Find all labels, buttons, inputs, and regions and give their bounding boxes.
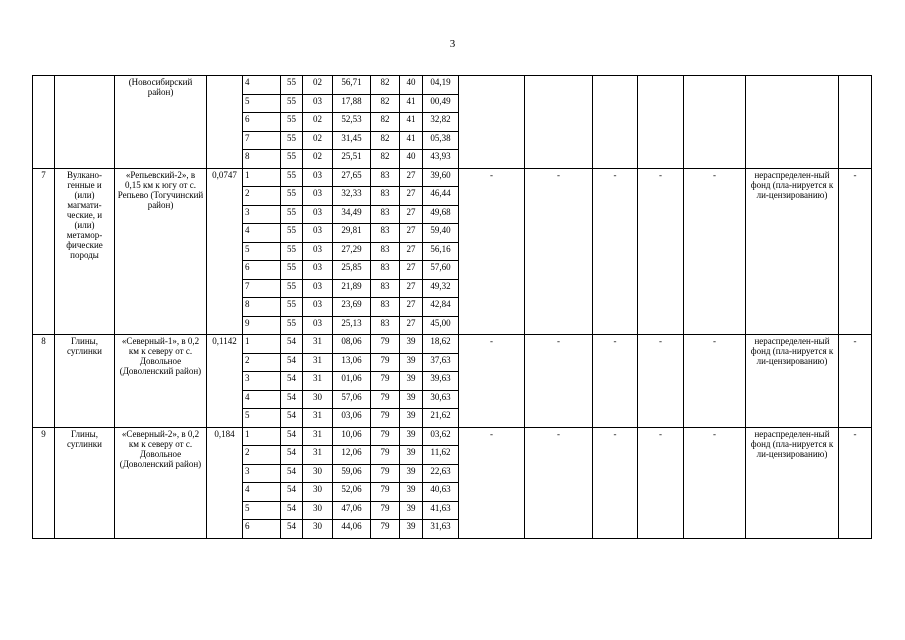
lon-seconds: 59,40 — [423, 224, 459, 243]
row-index: 8 — [33, 335, 55, 428]
area-value: 0,0747 — [207, 168, 243, 335]
lon-seconds: 39,60 — [423, 168, 459, 187]
point-number: 6 — [243, 520, 281, 539]
lat-minutes: 03 — [303, 298, 333, 317]
lon-degrees: 82 — [371, 150, 400, 169]
lat-degrees: 54 — [281, 501, 303, 520]
lat-seconds: 25,85 — [333, 261, 371, 280]
lat-seconds: 01,06 — [333, 372, 371, 391]
lat-seconds: 17,88 — [333, 94, 371, 113]
point-number: 7 — [243, 279, 281, 298]
lat-seconds: 08,06 — [333, 335, 371, 354]
lon-seconds: 49,32 — [423, 279, 459, 298]
status-text: нераспределен-ный фонд (пла-нируется к ли-цензированию) — [746, 168, 839, 335]
lon-seconds: 40,63 — [423, 483, 459, 502]
lon-degrees: 79 — [371, 446, 400, 465]
lon-degrees: 82 — [371, 94, 400, 113]
lat-minutes: 03 — [303, 316, 333, 335]
point-number: 8 — [243, 298, 281, 317]
point-number: 5 — [243, 94, 281, 113]
empty-column-value: - — [593, 427, 638, 538]
empty-column-value: - — [684, 335, 746, 428]
lat-minutes: 30 — [303, 464, 333, 483]
lat-degrees: 55 — [281, 205, 303, 224]
status-text: нераспределен-ный фонд (пла-нируется к ли-цензированию) — [746, 427, 839, 538]
lon-minutes: 39 — [400, 409, 423, 428]
lat-seconds: 31,45 — [333, 131, 371, 150]
area-value — [207, 76, 243, 169]
deposit-name: «Северный-2», в 0,2 км к северу от с. Довольное (Доволенский район) — [115, 427, 207, 538]
empty-column-value: - — [638, 335, 684, 428]
empty-column-value: - — [684, 168, 746, 335]
extra-value: - — [839, 427, 872, 538]
lat-degrees: 54 — [281, 353, 303, 372]
lon-degrees: 79 — [371, 390, 400, 409]
deposit-name: (Новосибирский район) — [115, 76, 207, 169]
lon-minutes: 27 — [400, 261, 423, 280]
empty-column-value: - — [525, 427, 593, 538]
point-number: 5 — [243, 242, 281, 261]
lat-degrees: 55 — [281, 279, 303, 298]
empty-column-value: - — [459, 168, 525, 335]
lon-degrees: 83 — [371, 205, 400, 224]
point-number: 5 — [243, 501, 281, 520]
lon-seconds: 05,38 — [423, 131, 459, 150]
lat-seconds: 25,13 — [333, 316, 371, 335]
point-number: 5 — [243, 409, 281, 428]
empty-column-value: - — [525, 168, 593, 335]
lat-seconds: 44,06 — [333, 520, 371, 539]
point-number: 4 — [243, 224, 281, 243]
table-row — [33, 335, 872, 354]
lon-seconds: 21,62 — [423, 409, 459, 428]
lat-minutes: 03 — [303, 205, 333, 224]
lat-degrees: 55 — [281, 187, 303, 206]
lat-minutes: 30 — [303, 501, 333, 520]
lat-seconds: 12,06 — [333, 446, 371, 465]
table-row — [33, 427, 872, 446]
lat-minutes: 03 — [303, 187, 333, 206]
lon-seconds: 43,93 — [423, 150, 459, 169]
lat-degrees: 55 — [281, 224, 303, 243]
point-number: 8 — [243, 150, 281, 169]
lat-minutes: 03 — [303, 224, 333, 243]
point-number: 9 — [243, 316, 281, 335]
lat-degrees: 54 — [281, 446, 303, 465]
empty-column-value — [459, 76, 525, 169]
lat-minutes: 03 — [303, 94, 333, 113]
lat-seconds: 52,53 — [333, 113, 371, 132]
empty-column-value: - — [459, 427, 525, 538]
empty-column-value — [593, 76, 638, 169]
lat-degrees: 54 — [281, 335, 303, 354]
lon-seconds: 04,19 — [423, 76, 459, 95]
lon-seconds: 57,60 — [423, 261, 459, 280]
point-number: 6 — [243, 261, 281, 280]
lat-degrees: 55 — [281, 298, 303, 317]
lon-degrees: 79 — [371, 501, 400, 520]
empty-column-value — [684, 76, 746, 169]
lon-degrees: 83 — [371, 187, 400, 206]
lon-degrees: 79 — [371, 372, 400, 391]
point-number: 1 — [243, 427, 281, 446]
lon-seconds: 32,82 — [423, 113, 459, 132]
lat-seconds: 25,51 — [333, 150, 371, 169]
lat-seconds: 23,69 — [333, 298, 371, 317]
lon-degrees: 79 — [371, 353, 400, 372]
empty-column-value — [525, 76, 593, 169]
lat-minutes: 31 — [303, 427, 333, 446]
rock-type: Глины, суглинки — [55, 335, 115, 428]
lat-seconds: 57,06 — [333, 390, 371, 409]
lat-minutes: 02 — [303, 76, 333, 95]
point-number: 4 — [243, 390, 281, 409]
extra-value: - — [839, 335, 872, 428]
lat-degrees: 55 — [281, 76, 303, 95]
lat-degrees: 54 — [281, 409, 303, 428]
empty-column-value: - — [684, 427, 746, 538]
lat-degrees: 54 — [281, 520, 303, 539]
lon-minutes: 39 — [400, 372, 423, 391]
lat-degrees: 54 — [281, 464, 303, 483]
lat-degrees: 55 — [281, 242, 303, 261]
point-number: 3 — [243, 372, 281, 391]
lon-seconds: 45,00 — [423, 316, 459, 335]
lon-minutes: 39 — [400, 501, 423, 520]
lon-seconds: 00,49 — [423, 94, 459, 113]
lon-seconds: 42,84 — [423, 298, 459, 317]
lat-degrees: 55 — [281, 94, 303, 113]
lon-minutes: 27 — [400, 316, 423, 335]
lat-minutes: 02 — [303, 150, 333, 169]
lat-minutes: 31 — [303, 446, 333, 465]
lon-seconds: 11,62 — [423, 446, 459, 465]
lon-seconds: 37,63 — [423, 353, 459, 372]
deposit-name: «Репьевский-2», в 0,15 км к югу от с. Репьево (Тогучинский район) — [115, 168, 207, 335]
row-index: 7 — [33, 168, 55, 335]
lon-minutes: 39 — [400, 427, 423, 446]
lat-seconds: 34,49 — [333, 205, 371, 224]
status-text — [746, 76, 839, 169]
lat-minutes: 31 — [303, 335, 333, 354]
deposits-table — [32, 75, 872, 539]
lat-degrees: 54 — [281, 372, 303, 391]
table-row — [33, 168, 872, 187]
lon-seconds: 22,63 — [423, 464, 459, 483]
lon-minutes: 27 — [400, 168, 423, 187]
lat-degrees: 54 — [281, 390, 303, 409]
lon-degrees: 79 — [371, 335, 400, 354]
lat-minutes: 03 — [303, 242, 333, 261]
point-number: 1 — [243, 168, 281, 187]
lon-seconds: 30,63 — [423, 390, 459, 409]
lon-seconds: 46,44 — [423, 187, 459, 206]
lon-degrees: 83 — [371, 316, 400, 335]
lon-degrees: 83 — [371, 224, 400, 243]
lat-seconds: 32,33 — [333, 187, 371, 206]
lon-seconds: 03,62 — [423, 427, 459, 446]
lon-degrees: 79 — [371, 520, 400, 539]
lon-degrees: 82 — [371, 76, 400, 95]
lon-minutes: 27 — [400, 279, 423, 298]
lat-seconds: 27,29 — [333, 242, 371, 261]
lat-degrees: 55 — [281, 316, 303, 335]
lon-seconds: 56,16 — [423, 242, 459, 261]
table-body — [33, 76, 872, 539]
lat-minutes: 31 — [303, 372, 333, 391]
lon-seconds: 41,63 — [423, 501, 459, 520]
lon-degrees: 79 — [371, 409, 400, 428]
lon-minutes: 41 — [400, 131, 423, 150]
lon-degrees: 83 — [371, 168, 400, 187]
table-row — [33, 76, 872, 95]
lat-minutes: 31 — [303, 353, 333, 372]
lon-seconds: 31,63 — [423, 520, 459, 539]
point-number: 2 — [243, 187, 281, 206]
lon-minutes: 27 — [400, 187, 423, 206]
lat-seconds: 29,81 — [333, 224, 371, 243]
lat-minutes: 03 — [303, 279, 333, 298]
extra-value: - — [839, 168, 872, 335]
point-number: 1 — [243, 335, 281, 354]
lat-degrees: 55 — [281, 261, 303, 280]
lon-degrees: 82 — [371, 131, 400, 150]
page-number: 3 — [449, 38, 456, 50]
lat-minutes: 02 — [303, 113, 333, 132]
lon-seconds: 18,62 — [423, 335, 459, 354]
point-number: 7 — [243, 131, 281, 150]
lon-minutes: 39 — [400, 446, 423, 465]
empty-column-value: - — [459, 335, 525, 428]
empty-column-value — [638, 76, 684, 169]
lon-degrees: 83 — [371, 279, 400, 298]
lon-minutes: 39 — [400, 464, 423, 483]
lat-seconds: 03,06 — [333, 409, 371, 428]
lat-seconds: 56,71 — [333, 76, 371, 95]
empty-column-value: - — [638, 427, 684, 538]
point-number: 3 — [243, 205, 281, 224]
lon-minutes: 41 — [400, 113, 423, 132]
lon-degrees: 83 — [371, 261, 400, 280]
lon-minutes: 39 — [400, 335, 423, 354]
lon-minutes: 39 — [400, 520, 423, 539]
empty-column-value: - — [638, 168, 684, 335]
empty-column-value: - — [593, 168, 638, 335]
lon-minutes: 39 — [400, 483, 423, 502]
lat-seconds: 47,06 — [333, 501, 371, 520]
lon-seconds: 39,63 — [423, 372, 459, 391]
lat-seconds: 10,06 — [333, 427, 371, 446]
row-index: 9 — [33, 427, 55, 538]
lat-minutes: 31 — [303, 409, 333, 428]
lat-seconds: 52,06 — [333, 483, 371, 502]
extra-value — [839, 76, 872, 169]
lon-minutes: 41 — [400, 94, 423, 113]
lat-seconds: 21,89 — [333, 279, 371, 298]
status-text: нераспределен-ный фонд (пла-нируется к ли-цензированию) — [746, 335, 839, 428]
deposit-name: «Северный-1», в 0,2 км к северу от с. Довольное (Доволенский район) — [115, 335, 207, 428]
rock-type: Вулкано-генные и (или) магмати-ческие, и (или) метамор-фические породы — [55, 168, 115, 335]
lat-degrees: 54 — [281, 427, 303, 446]
lat-minutes: 30 — [303, 520, 333, 539]
lon-degrees: 79 — [371, 464, 400, 483]
lat-minutes: 30 — [303, 390, 333, 409]
lat-minutes: 03 — [303, 168, 333, 187]
lat-seconds: 13,06 — [333, 353, 371, 372]
lat-degrees: 55 — [281, 131, 303, 150]
point-number: 6 — [243, 113, 281, 132]
lat-degrees: 54 — [281, 483, 303, 502]
lon-minutes: 39 — [400, 390, 423, 409]
lat-minutes: 30 — [303, 483, 333, 502]
point-number: 3 — [243, 464, 281, 483]
lon-minutes: 27 — [400, 298, 423, 317]
empty-column-value: - — [525, 335, 593, 428]
lon-minutes: 39 — [400, 353, 423, 372]
lat-degrees: 55 — [281, 150, 303, 169]
point-number: 4 — [243, 483, 281, 502]
lat-degrees: 55 — [281, 168, 303, 187]
lon-degrees: 79 — [371, 483, 400, 502]
lon-degrees: 82 — [371, 113, 400, 132]
lat-minutes: 03 — [303, 261, 333, 280]
lon-degrees: 79 — [371, 427, 400, 446]
area-value: 0,1142 — [207, 335, 243, 428]
lat-seconds: 27,65 — [333, 168, 371, 187]
lat-seconds: 59,06 — [333, 464, 371, 483]
lon-degrees: 83 — [371, 242, 400, 261]
lon-minutes: 27 — [400, 242, 423, 261]
lon-minutes: 40 — [400, 150, 423, 169]
lon-seconds: 49,68 — [423, 205, 459, 224]
lon-degrees: 83 — [371, 298, 400, 317]
point-number: 4 — [243, 76, 281, 95]
lon-minutes: 27 — [400, 224, 423, 243]
area-value: 0,184 — [207, 427, 243, 538]
empty-column-value: - — [593, 335, 638, 428]
lat-minutes: 02 — [303, 131, 333, 150]
rock-type — [55, 76, 115, 169]
lon-minutes: 40 — [400, 76, 423, 95]
lat-degrees: 55 — [281, 113, 303, 132]
point-number: 2 — [243, 353, 281, 372]
lon-minutes: 27 — [400, 205, 423, 224]
row-index — [33, 76, 55, 169]
rock-type: Глины, суглинки — [55, 427, 115, 538]
point-number: 2 — [243, 446, 281, 465]
